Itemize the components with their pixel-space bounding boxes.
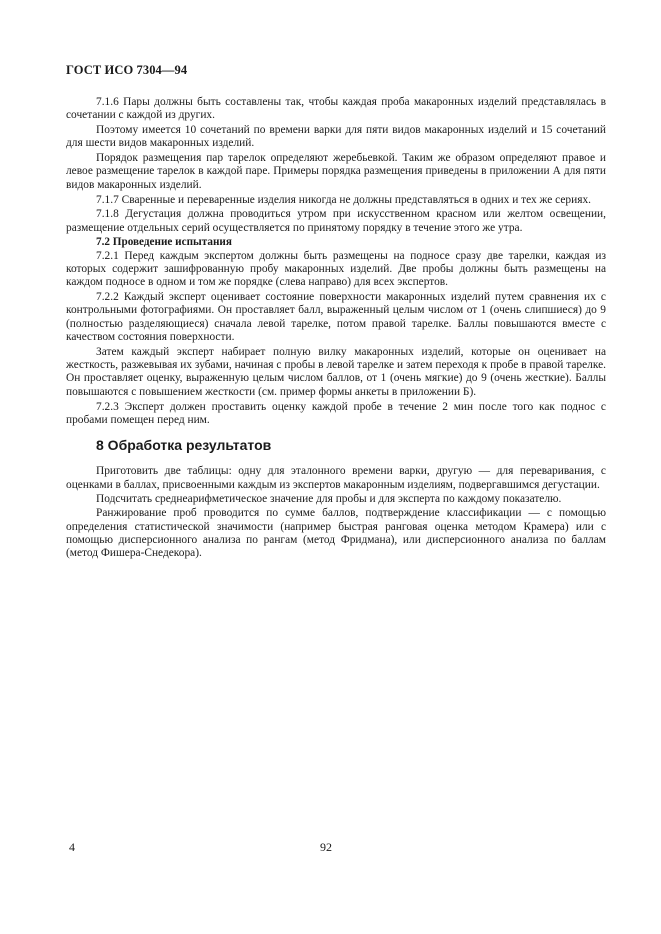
paragraph-7-1-8: 7.1.8 Дегустация должна проводиться утром при искусственном красном или желтом освещении, размещение отдельных серий осуществляется по принятому порядку в течение этого же утра. <box>66 208 606 234</box>
paragraph-7-1-7: 7.1.7 Сваренные и переваренные изделия никогда не должны представляться в одних и тех же сериях. <box>96 193 592 206</box>
paragraph-combinations: Поэтому имеется 10 сочетаний по времени варки для пяти видов макаронных изделий и 15 сочетаний для шести видов макаронных изделий. <box>66 124 606 150</box>
paragraph-7-2-2: 7.2.2 Каждый эксперт оценивает состояние поверхности макаронных изделий путем сравнения их с контрольными фотографиями. Он проставляет балл, выраженный целым числом от 1 (очень слипшиеся) до 9 (полностью разделяющиеся) сначала левой тарелке, потом правой тарелке. Баллы повышаются вместе с качеством состояния поверхности. <box>66 291 606 344</box>
paragraph-7-2-1: 7.2.1 Перед каждым экспертом должны быть размещены на подносе сразу две тарелки, каждая из которых содержит зашифрованную пробу макаронных изделий. Две пробы должны быть размещены на каждом подносе в одном и том же порядке (слева направо) для всех экспертов. <box>66 249 606 289</box>
section-8-body <box>66 465 606 560</box>
paragraph-7-1-6: 7.1.6 Пары должны быть составлены так, чтобы каждая проба макаронных изделий представлялась в сочетании с каждой из других. <box>66 96 606 122</box>
section-heading-8: 8 Обработка результатов <box>96 437 272 454</box>
paragraph-ranking: Ранжирование проб проводится по сумме баллов, подтверждение классификации — с помощью определения статистической значимости (например быстрая ранговая оценка методом Крамера) или с помощью дисперсионного анализа по рангам (метод Фридмана), или дисперсионного анализа по баллам (метод Фишера-Снедекора). <box>66 507 606 560</box>
paragraph-mean-value: Подсчитать среднеарифметическое значение для пробы и для эксперта по каждому показателю. <box>96 493 562 506</box>
paragraph-7-2-3: 7.2.3 Эксперт должен проставить оценку каждой пробе в течение 2 мин после того как поднос с пробами помещен перед ним. <box>66 400 606 426</box>
document-code-header: ГОСТ ИСО 7304—94 <box>66 63 188 77</box>
paragraph-placement-order: Порядок размещения пар тарелок определяют жеребьевкой. Таким же образом определяют правое и левое размещение тарелок в каждой паре. Примеры порядка размещения приведены в приложении А для пяти видов макаронных изделий. <box>66 152 606 191</box>
page-number-left: 4 <box>69 840 75 854</box>
document-body <box>66 96 606 562</box>
paragraph-fork-test: Затем каждый эксперт набирает полную вилку макаронных изделий, которые он оценивает на жесткость, разжевывая их зубами, начиная с пробы в левой тарелке и затем переходя к пробе в правой тарелке. Он проставляет оценку, выраженную целым числом баллов, от 1 (очень мягкие) до 9 (очень жесткие). Баллы повышаются с повышением жесткости (см. пример формы анкеты в приложении Б). <box>66 345 606 398</box>
section-7-continued <box>66 96 606 427</box>
paragraph-prepare-tables: Приготовить две таблицы: одну для эталонного времени варки, другую — для переваривания, с оценками в баллах, присвоенными каждым из экспертов макаронным изделиям, подвергавшимся дегустации. <box>66 465 606 491</box>
subsection-heading-7-2: 7.2 Проведение испытания <box>96 236 232 249</box>
page-number-center: 92 <box>320 840 332 854</box>
